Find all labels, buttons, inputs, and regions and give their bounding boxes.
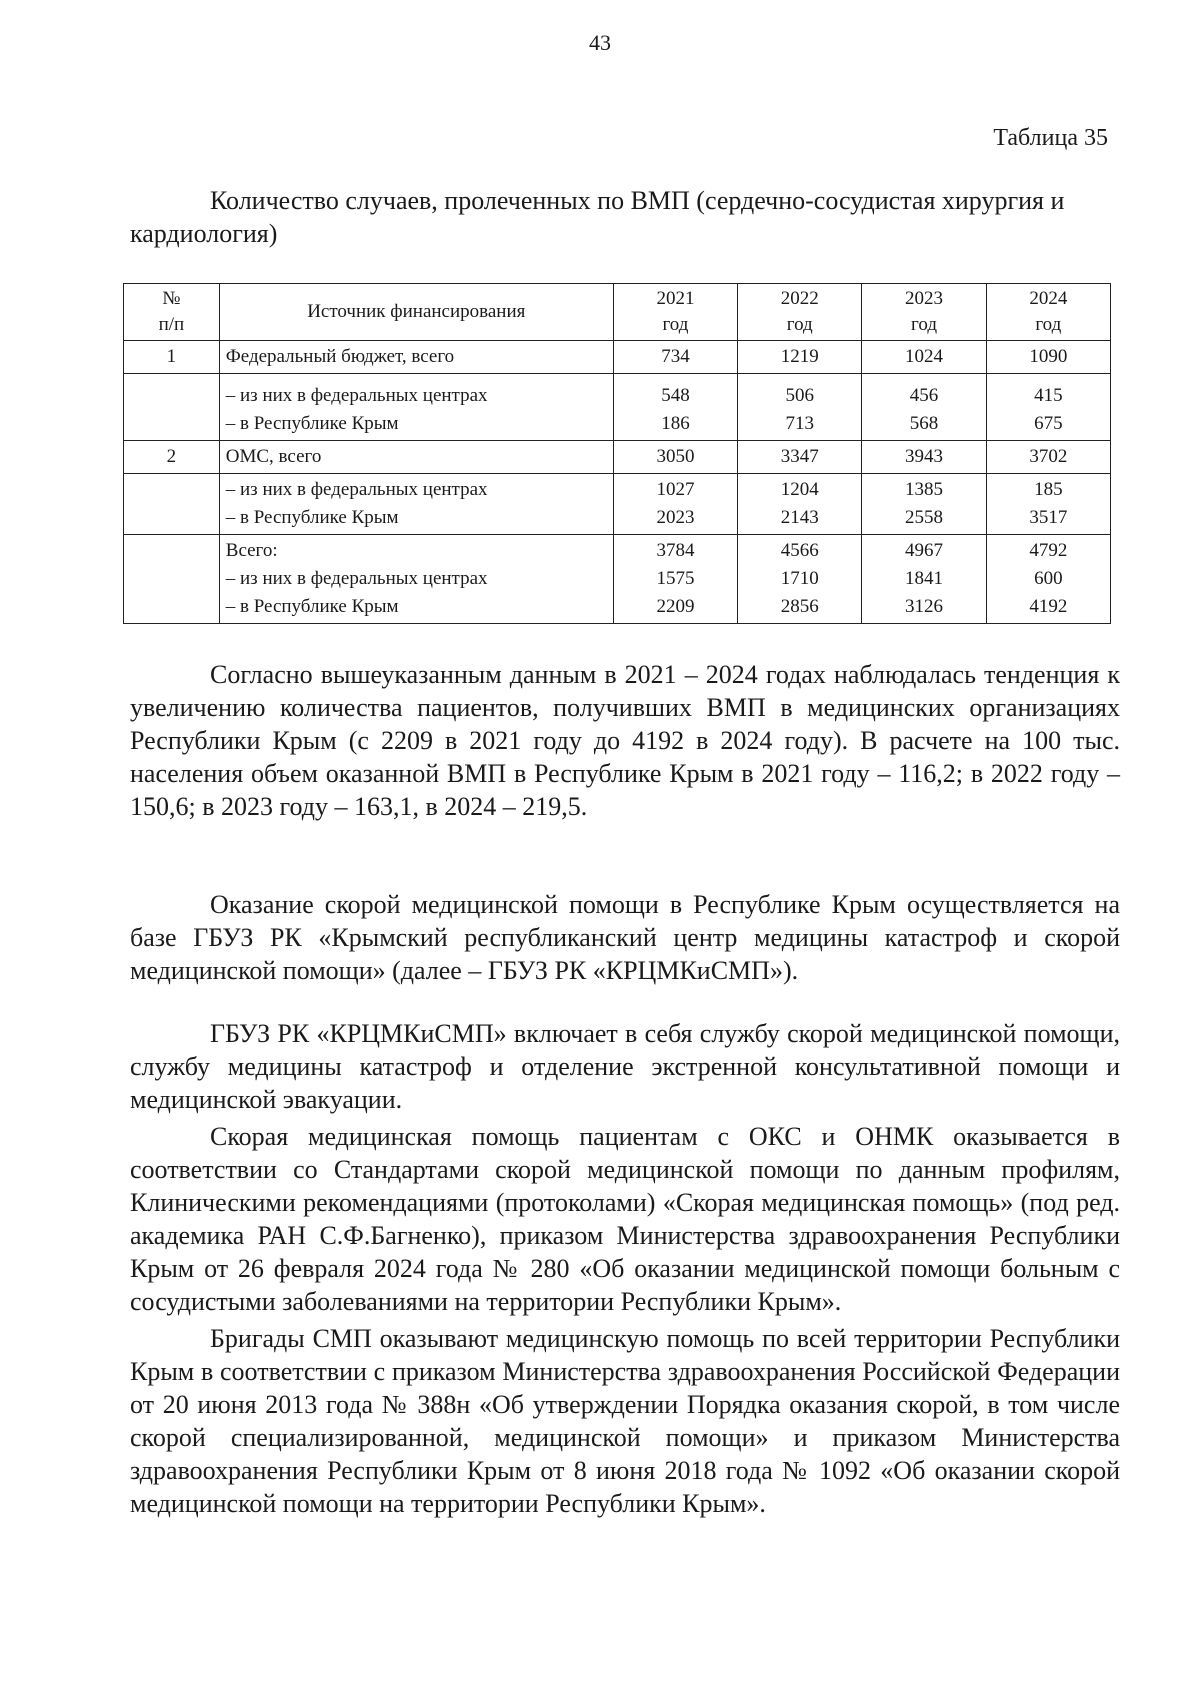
cell-2024 bbox=[986, 341, 1110, 374]
paragraph: Бригады СМП оказывают медицинскую помощь по всей территории Республики Крым в соответствии с приказом Министерства здравоохранения Российской Федерации от 20 июня 2013 года № 388н «Об утверждении Порядка оказания скорой, в том числе скорой специализированной, медицинской помощи» и приказом Министерства здравоохранения Республики Крым от 8 июня 2018 года № 1092 «Об оказании скорой медицинской помощи на территории Республики Крым». bbox=[130, 1324, 1120, 1518]
cell-2022 bbox=[738, 441, 862, 474]
header-year-unit: год bbox=[1035, 314, 1062, 335]
cell-2021 bbox=[613, 535, 737, 624]
table-caption: Таблица 35 bbox=[993, 125, 1108, 151]
cell-2022 bbox=[738, 535, 862, 624]
cell-value: 3050 bbox=[656, 446, 695, 467]
row-source-line: Федеральный бюджет, всего bbox=[225, 346, 455, 367]
cell-value: 2023 bbox=[656, 507, 695, 528]
header-year-2024 bbox=[986, 284, 1110, 341]
cell-2022 bbox=[738, 341, 862, 374]
cell-value: 415 bbox=[1034, 385, 1063, 406]
cell-value: 4967 bbox=[905, 540, 944, 561]
cell-value: 3126 bbox=[905, 596, 944, 617]
row-source-line: – в Республике Крым bbox=[225, 596, 399, 617]
paragraph: Оказание скорой медицинской помощи в Республике Крым осуществляется на базе ГБУЗ РК «Крымский республиканский центр медицины катастроф и скорой медицинской помощи» (далее – ГБУЗ РК «КРЦМКиСМП»). bbox=[130, 890, 1120, 985]
row-number bbox=[124, 535, 220, 624]
cell-value: 3347 bbox=[780, 446, 819, 467]
table-title: Количество случаев, пролеченных по ВМП (сердечно-сосудистая хирургия и кардиология) bbox=[130, 186, 1065, 248]
row-number bbox=[124, 474, 220, 535]
cell-2022 bbox=[738, 374, 862, 441]
cell-value: 1027 bbox=[656, 479, 695, 500]
cell-2021 bbox=[613, 374, 737, 441]
cell-value: 1710 bbox=[780, 568, 819, 589]
paragraph: Согласно вышеуказанным данным в 2021 – 2024 годах наблюдалась тенденция к увеличению количества пациентов, получивших ВМП в медицинских организациях Республики Крым (с 2209 в 2021 году до 4192 в 2024 году). В расчете на 100 тыс. населения объем оказанной ВМП в Республике Крым в 2021 году – 116,2; в 2022 году – 150,6; в 2023 году – 163,1, в 2024 – 219,5. bbox=[130, 660, 1120, 821]
row-source bbox=[219, 474, 613, 535]
row-number: 1 bbox=[124, 341, 220, 374]
header-source-label: Источник финансирования bbox=[307, 301, 526, 322]
cell-2024 bbox=[986, 374, 1110, 441]
cell-2023 bbox=[862, 341, 986, 374]
row-source-line: – из них в федеральных центрах bbox=[225, 479, 488, 500]
row-source-line: – из них в федеральных центрах bbox=[225, 385, 488, 406]
row-source bbox=[219, 374, 613, 441]
cell-value: 4566 bbox=[780, 540, 819, 561]
table-row bbox=[124, 374, 1111, 441]
header-year-unit: год bbox=[662, 314, 689, 335]
cell-2024 bbox=[986, 474, 1110, 535]
cell-value: 2558 bbox=[905, 507, 944, 528]
cell-value: 1841 bbox=[905, 568, 944, 589]
table-row bbox=[124, 474, 1111, 535]
header-year-2021 bbox=[613, 284, 737, 341]
row-source bbox=[219, 341, 613, 374]
table-row bbox=[124, 441, 1111, 474]
header-no-line: № bbox=[162, 288, 181, 309]
cell-value: 1219 bbox=[780, 346, 819, 367]
table-row bbox=[124, 535, 1111, 624]
header-year-unit: год bbox=[911, 314, 937, 335]
cell-value: 4192 bbox=[1029, 596, 1068, 617]
cell-value: 1575 bbox=[656, 568, 695, 589]
cell-value: 506 bbox=[785, 385, 814, 406]
cell-value: 713 bbox=[785, 413, 814, 434]
row-source-line: – из них в федеральных центрах bbox=[225, 568, 488, 589]
header-no bbox=[124, 284, 220, 341]
paragraph-block-2 bbox=[130, 888, 1120, 987]
table-row bbox=[124, 341, 1111, 374]
cell-value: 2143 bbox=[780, 507, 819, 528]
cell-2022 bbox=[738, 474, 862, 535]
cell-value: 1204 bbox=[780, 479, 819, 500]
cell-value: 2856 bbox=[780, 596, 819, 617]
cell-2023 bbox=[862, 374, 986, 441]
header-year-2022 bbox=[738, 284, 862, 341]
cell-value: 456 bbox=[909, 385, 939, 406]
header-year-unit: год bbox=[786, 314, 813, 335]
table-header-row bbox=[124, 284, 1111, 341]
header-year-2023 bbox=[862, 284, 986, 341]
cell-value: 600 bbox=[1034, 568, 1063, 589]
header-year-value: 2023 bbox=[905, 288, 944, 309]
row-source bbox=[219, 441, 613, 474]
row-source-line: Всего: bbox=[225, 540, 278, 561]
cell-value: 1090 bbox=[1029, 346, 1068, 367]
cell-value: 3702 bbox=[1029, 446, 1068, 467]
cell-2023 bbox=[862, 441, 986, 474]
paragraph: ГБУЗ РК «КРЦМКиСМП» включает в себя службу скорой медицинской помощи, службу медицины катастроф и отделение экстренной консультативной помощи и медицинской эвакуации. bbox=[130, 1019, 1120, 1114]
cell-value: 1385 bbox=[905, 479, 944, 500]
cell-2024 bbox=[986, 441, 1110, 474]
row-source-line: – в Республике Крым bbox=[225, 413, 399, 434]
cell-value: 568 bbox=[909, 413, 939, 434]
cell-2021 bbox=[613, 474, 737, 535]
cell-2023 bbox=[862, 535, 986, 624]
paragraph: Скорая медицинская помощь пациентам с ОКС и ОНМК оказывается в соответствии со Стандартами скорой медицинской помощи по данным профилям, Клиническими рекомендациями (протоколами) «Скорая медицинская помощь» (под ред. академика РАН С.Ф.Багненко), приказом Министерства здравоохранения Республики Крым от 26 февраля 2024 года № 280 «Об оказании медицинской помощи больным с сосудистыми заболеваниями на территории Республики Крым». bbox=[130, 1122, 1120, 1316]
row-number bbox=[124, 374, 220, 441]
row-source-line: ОМС, всего bbox=[225, 446, 322, 467]
cell-value: 1024 bbox=[905, 346, 944, 367]
header-year-value: 2021 bbox=[656, 288, 695, 309]
cell-value: 186 bbox=[661, 413, 690, 434]
cell-2024 bbox=[986, 535, 1110, 624]
row-source-line: – в Республике Крым bbox=[225, 507, 399, 528]
cell-value: 4792 bbox=[1029, 540, 1068, 561]
page-number: 43 bbox=[589, 30, 611, 55]
row-number: 2 bbox=[124, 441, 220, 474]
cell-value: 3943 bbox=[905, 446, 944, 467]
header-year-value: 2024 bbox=[1029, 288, 1068, 309]
cell-value: 734 bbox=[661, 346, 690, 367]
cell-value: 548 bbox=[661, 385, 690, 406]
data-table bbox=[123, 283, 1111, 624]
header-no-line: п/п bbox=[158, 314, 185, 335]
cell-value: 3784 bbox=[656, 540, 695, 561]
paragraph-block-1 bbox=[130, 658, 1120, 823]
cell-value: 3517 bbox=[1029, 507, 1068, 528]
header-year-value: 2022 bbox=[780, 288, 819, 309]
cell-value: 2209 bbox=[656, 596, 695, 617]
cell-2021 bbox=[613, 341, 737, 374]
cell-2023 bbox=[862, 474, 986, 535]
cell-value: 185 bbox=[1034, 479, 1063, 500]
paragraph-block-3 bbox=[130, 1017, 1120, 1520]
cell-value: 675 bbox=[1034, 413, 1063, 434]
row-source bbox=[219, 535, 613, 624]
header-source bbox=[219, 284, 613, 341]
cell-2021 bbox=[613, 441, 737, 474]
